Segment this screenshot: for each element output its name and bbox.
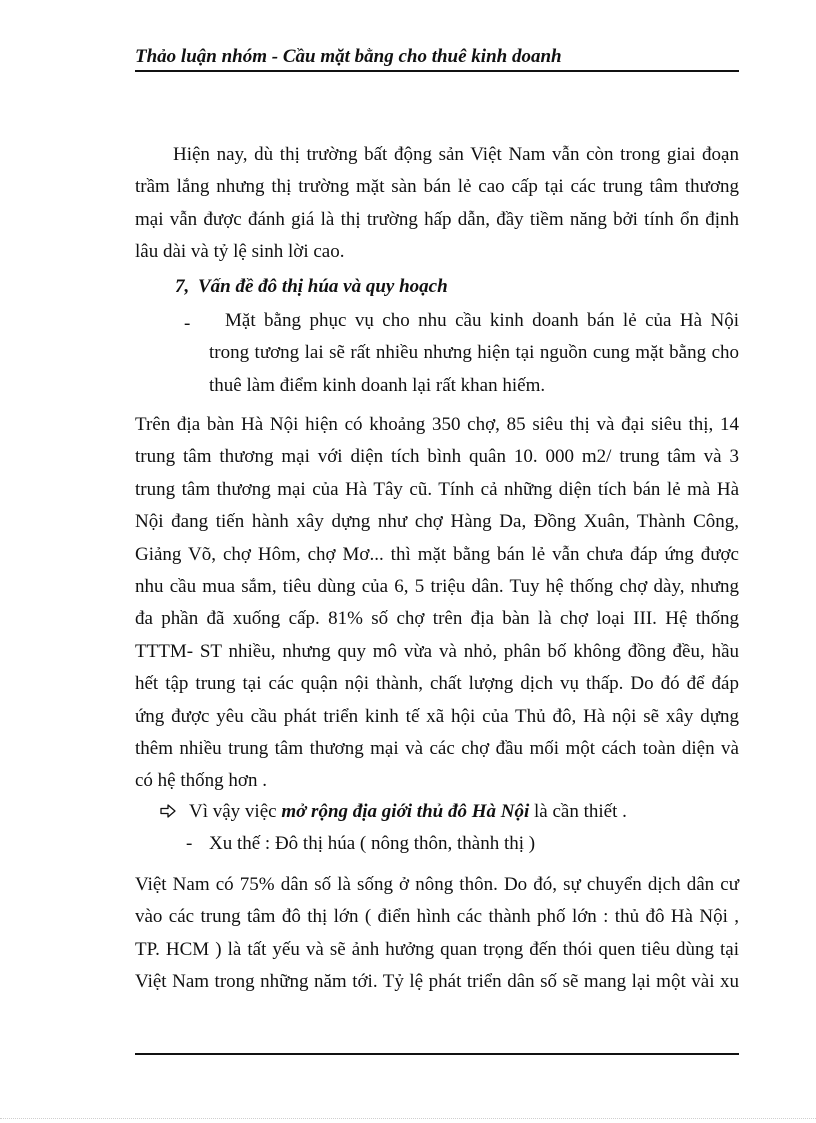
- paragraph-line: có hệ thống hơn .: [135, 770, 267, 792]
- bullet-text: [209, 305, 739, 402]
- paragraph-line: thêm nhiều trung tâm thương mại và các chợ đầu mối một cách toàn diện và: [135, 738, 739, 760]
- paragraph-line: lâu dài và tỷ lệ sinh lời cao.: [135, 241, 345, 263]
- paragraph-intro: [135, 139, 739, 269]
- conclusion-suffix: là cần thiết .: [529, 801, 627, 822]
- paragraph-line: vào các trung tâm đô thị lớn ( điển hình các thành phố lớn : thủ đô Hà Nội ,: [135, 906, 739, 928]
- conclusion-emphasis: mở rộng địa giới thủ đô Hà Nội: [281, 801, 530, 822]
- paragraph-line: ứng được yêu cầu phát triển kinh tế xã hội của Thủ đô, Hà nội sẽ xây dựng: [135, 705, 739, 727]
- bullet-text: Xu thế : Đô thị húa ( nông thôn, thành thị ): [209, 833, 536, 854]
- paragraph-line: Mặt bằng phục vụ cho nhu cầu kinh doanh bán lẻ của Hà Nội: [225, 310, 739, 331]
- paragraph-line: Việt Nam có 75% dân số là sống ở nông thôn. Do đó, sự chuyển dịch dân cư: [135, 874, 739, 895]
- paragraph-line: hết tập trung tại các quận nội thành, chất lượng dịch vụ thấp. Do đó để đáp: [135, 673, 739, 695]
- dash-marker: -: [184, 313, 191, 334]
- paragraph-line: Giảng Võ, chợ Hôm, chợ Mơ... thì mặt bằng bán lẻ vẫn chưa đáp ứng được: [135, 543, 739, 565]
- conclusion-text: [189, 796, 627, 828]
- dash-marker: -: [186, 833, 193, 854]
- paragraph-line: Nội đang tiến hành xây dựng như chợ Hàng Da, Đồng Xuân, Thành Công,: [135, 511, 739, 533]
- paragraph-urbanization: [135, 869, 739, 999]
- section-heading: [175, 274, 448, 300]
- paragraph-line: mại vẫn được đánh giá là thị trường hấp dẫn, đầy tiềm năng bởi tính ổn định: [135, 208, 739, 230]
- footer-divider: [135, 1053, 739, 1055]
- conclusion-prefix: Vì vậy việc: [189, 801, 282, 822]
- paragraph-line: Hiện nay, dù thị trường bất động sản Việt Nam vẫn còn trong giai đoạn: [173, 144, 739, 165]
- header-title: Thảo luận nhóm - Cầu mặt bằng cho thuê kinh doanh: [135, 46, 562, 67]
- section-number: 7,: [175, 276, 190, 297]
- paragraph-line: trong tương lai sẽ rất nhiều nhưng hiện tại nguồn cung mặt bằng cho: [209, 342, 739, 364]
- paragraph-line: Việt Nam trong những năm tới. Tỷ lệ phát triển dân số sẽ mang lại một vài xu: [135, 971, 739, 993]
- paragraph-line: trung tâm thương mại với diện tích bình quân 10. 000 m2/ trung tâm và 3: [135, 446, 739, 468]
- paragraph-line: trung tâm thương mại của Hà Tây cũ. Tính cả những diện tích bán lẻ mà Hà: [135, 478, 739, 500]
- page-edge: [0, 1118, 816, 1119]
- paragraph-line: nhu cầu mua sắm, tiêu dùng của 6, 5 triệu dân. Tuy hệ thống chợ dày, nhưng: [135, 576, 739, 598]
- paragraph-line: thuê làm điểm kinh doanh lại rất khan hiếm.: [209, 374, 546, 396]
- paragraph-body: [135, 409, 739, 798]
- paragraph-line: TP. HCM ) là tất yếu và sẽ ảnh hưởng quan trọng đến thói quen tiêu dùng tại: [135, 938, 739, 960]
- paragraph-line: Trên địa bàn Hà Nội hiện có khoảng 350 chợ, 85 siêu thị và đại siêu thị, 14: [135, 414, 739, 435]
- arrow-right-icon: [160, 804, 176, 818]
- paragraph-line: đa phần đã xuống cấp. 81% số chợ trên địa bàn là chợ loại III. Hệ thống: [135, 608, 739, 630]
- page-header: [135, 44, 739, 72]
- section-title: Vấn đề đô thị húa và quy hoạch: [198, 276, 448, 297]
- paragraph-line: TTTM- ST nhiều, nhưng quy mô vừa và nhỏ, phân bố không đồng đều, hầu: [135, 640, 739, 662]
- paragraph-line: trầm lắng nhưng thị trường mặt sàn bán lẻ cao cấp tại các trung tâm thương: [135, 176, 739, 198]
